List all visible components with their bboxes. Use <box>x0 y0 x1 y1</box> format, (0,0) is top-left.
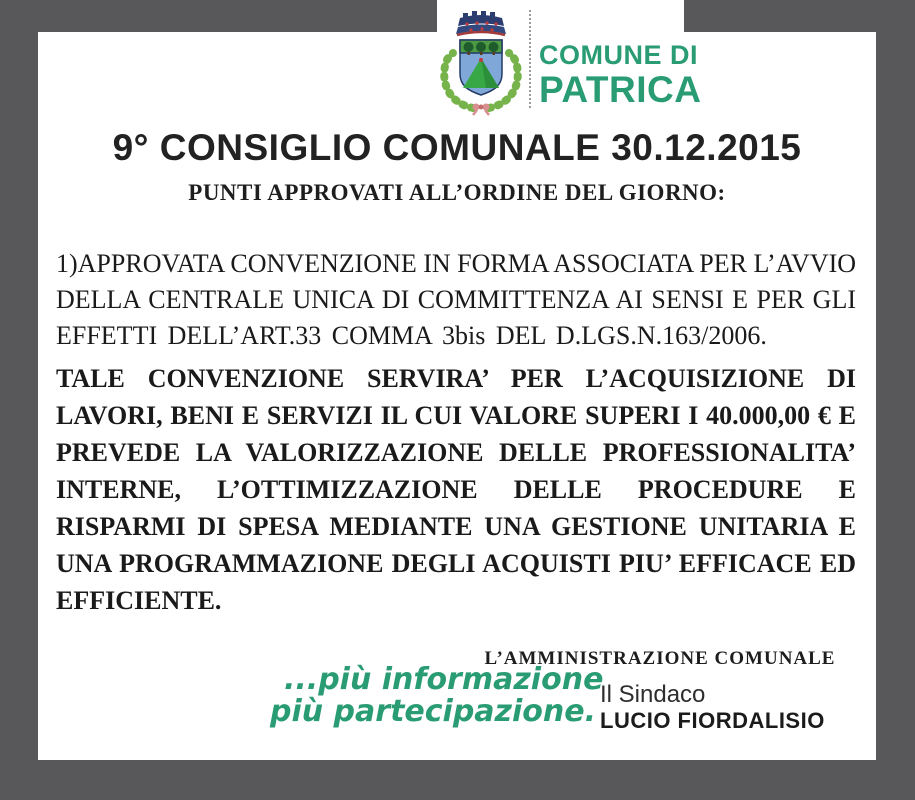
municipality-name-line2: PATRICA <box>539 69 702 110</box>
municipality-logo-text <box>539 40 702 110</box>
slogan <box>270 664 603 728</box>
mayor-role-label: Il Sindaco <box>600 681 706 708</box>
slogan-line2: più partecipazione. <box>270 694 597 729</box>
paragraph-line: INTERNE, L’OTTIMIZZAZIONE DELLE PROCEDURE E <box>56 475 856 504</box>
paragraph-line: UNA PROGRAMMAZIONE DEGLI ACQUISTI PIU’ EFFICACE ED <box>56 549 856 578</box>
municipality-name-line1: COMUNE DI <box>539 40 698 70</box>
paragraph-line: RISPARMI DI SPESA MEDIANTE UNA GESTIONE UNITARIA E <box>56 512 856 541</box>
paragraph-line: TALE CONVENZIONE SERVIRA’ PER L’ACQUISIZIONE DI <box>56 364 856 393</box>
crown-icon <box>456 11 506 35</box>
shield-icon <box>460 40 502 95</box>
paragraph-line: EFFICIENTE. <box>56 586 222 615</box>
paragraph-line: PREVEDE LA VALORIZZAZIONE DELLE PROFESSIONALITA’ <box>56 438 856 467</box>
paragraph-convention-details <box>56 360 856 619</box>
paragraph-line: DELLA CENTRALE UNICA DI COMMITTENZA AI SENSI E PER GLI <box>56 285 856 314</box>
administration-label: L’AMMINISTRAZIONE COMUNALE <box>484 648 836 669</box>
ribbon-icon <box>473 104 490 116</box>
mayor-name: LUCIO FIORDALISIO <box>600 708 825 733</box>
patrica-coat-of-arms-icon <box>437 3 525 117</box>
page-title: 9° CONSIGLIO COMUNALE 30.12.2015 <box>112 127 802 168</box>
paragraph-approved-item <box>56 246 856 354</box>
page-subtitle: PUNTI APPROVATI ALL’ORDINE DEL GIORNO: <box>188 180 726 205</box>
slogan-line1: ...più informazione <box>284 662 604 697</box>
paragraph-line: EFFETTI DELL’ART.33 COMMA 3bis DEL D.LGS.N.163/2006. <box>56 321 767 350</box>
paragraph-line: LAVORI, BENI E SERVIZI IL CUI VALORE SUPERI I 40.000,00 € E <box>56 401 856 430</box>
paragraph-line: 1)APPROVATA CONVENZIONE IN FORMA ASSOCIATA PER L’AVVIO <box>56 249 857 278</box>
logo-divider <box>529 10 531 108</box>
